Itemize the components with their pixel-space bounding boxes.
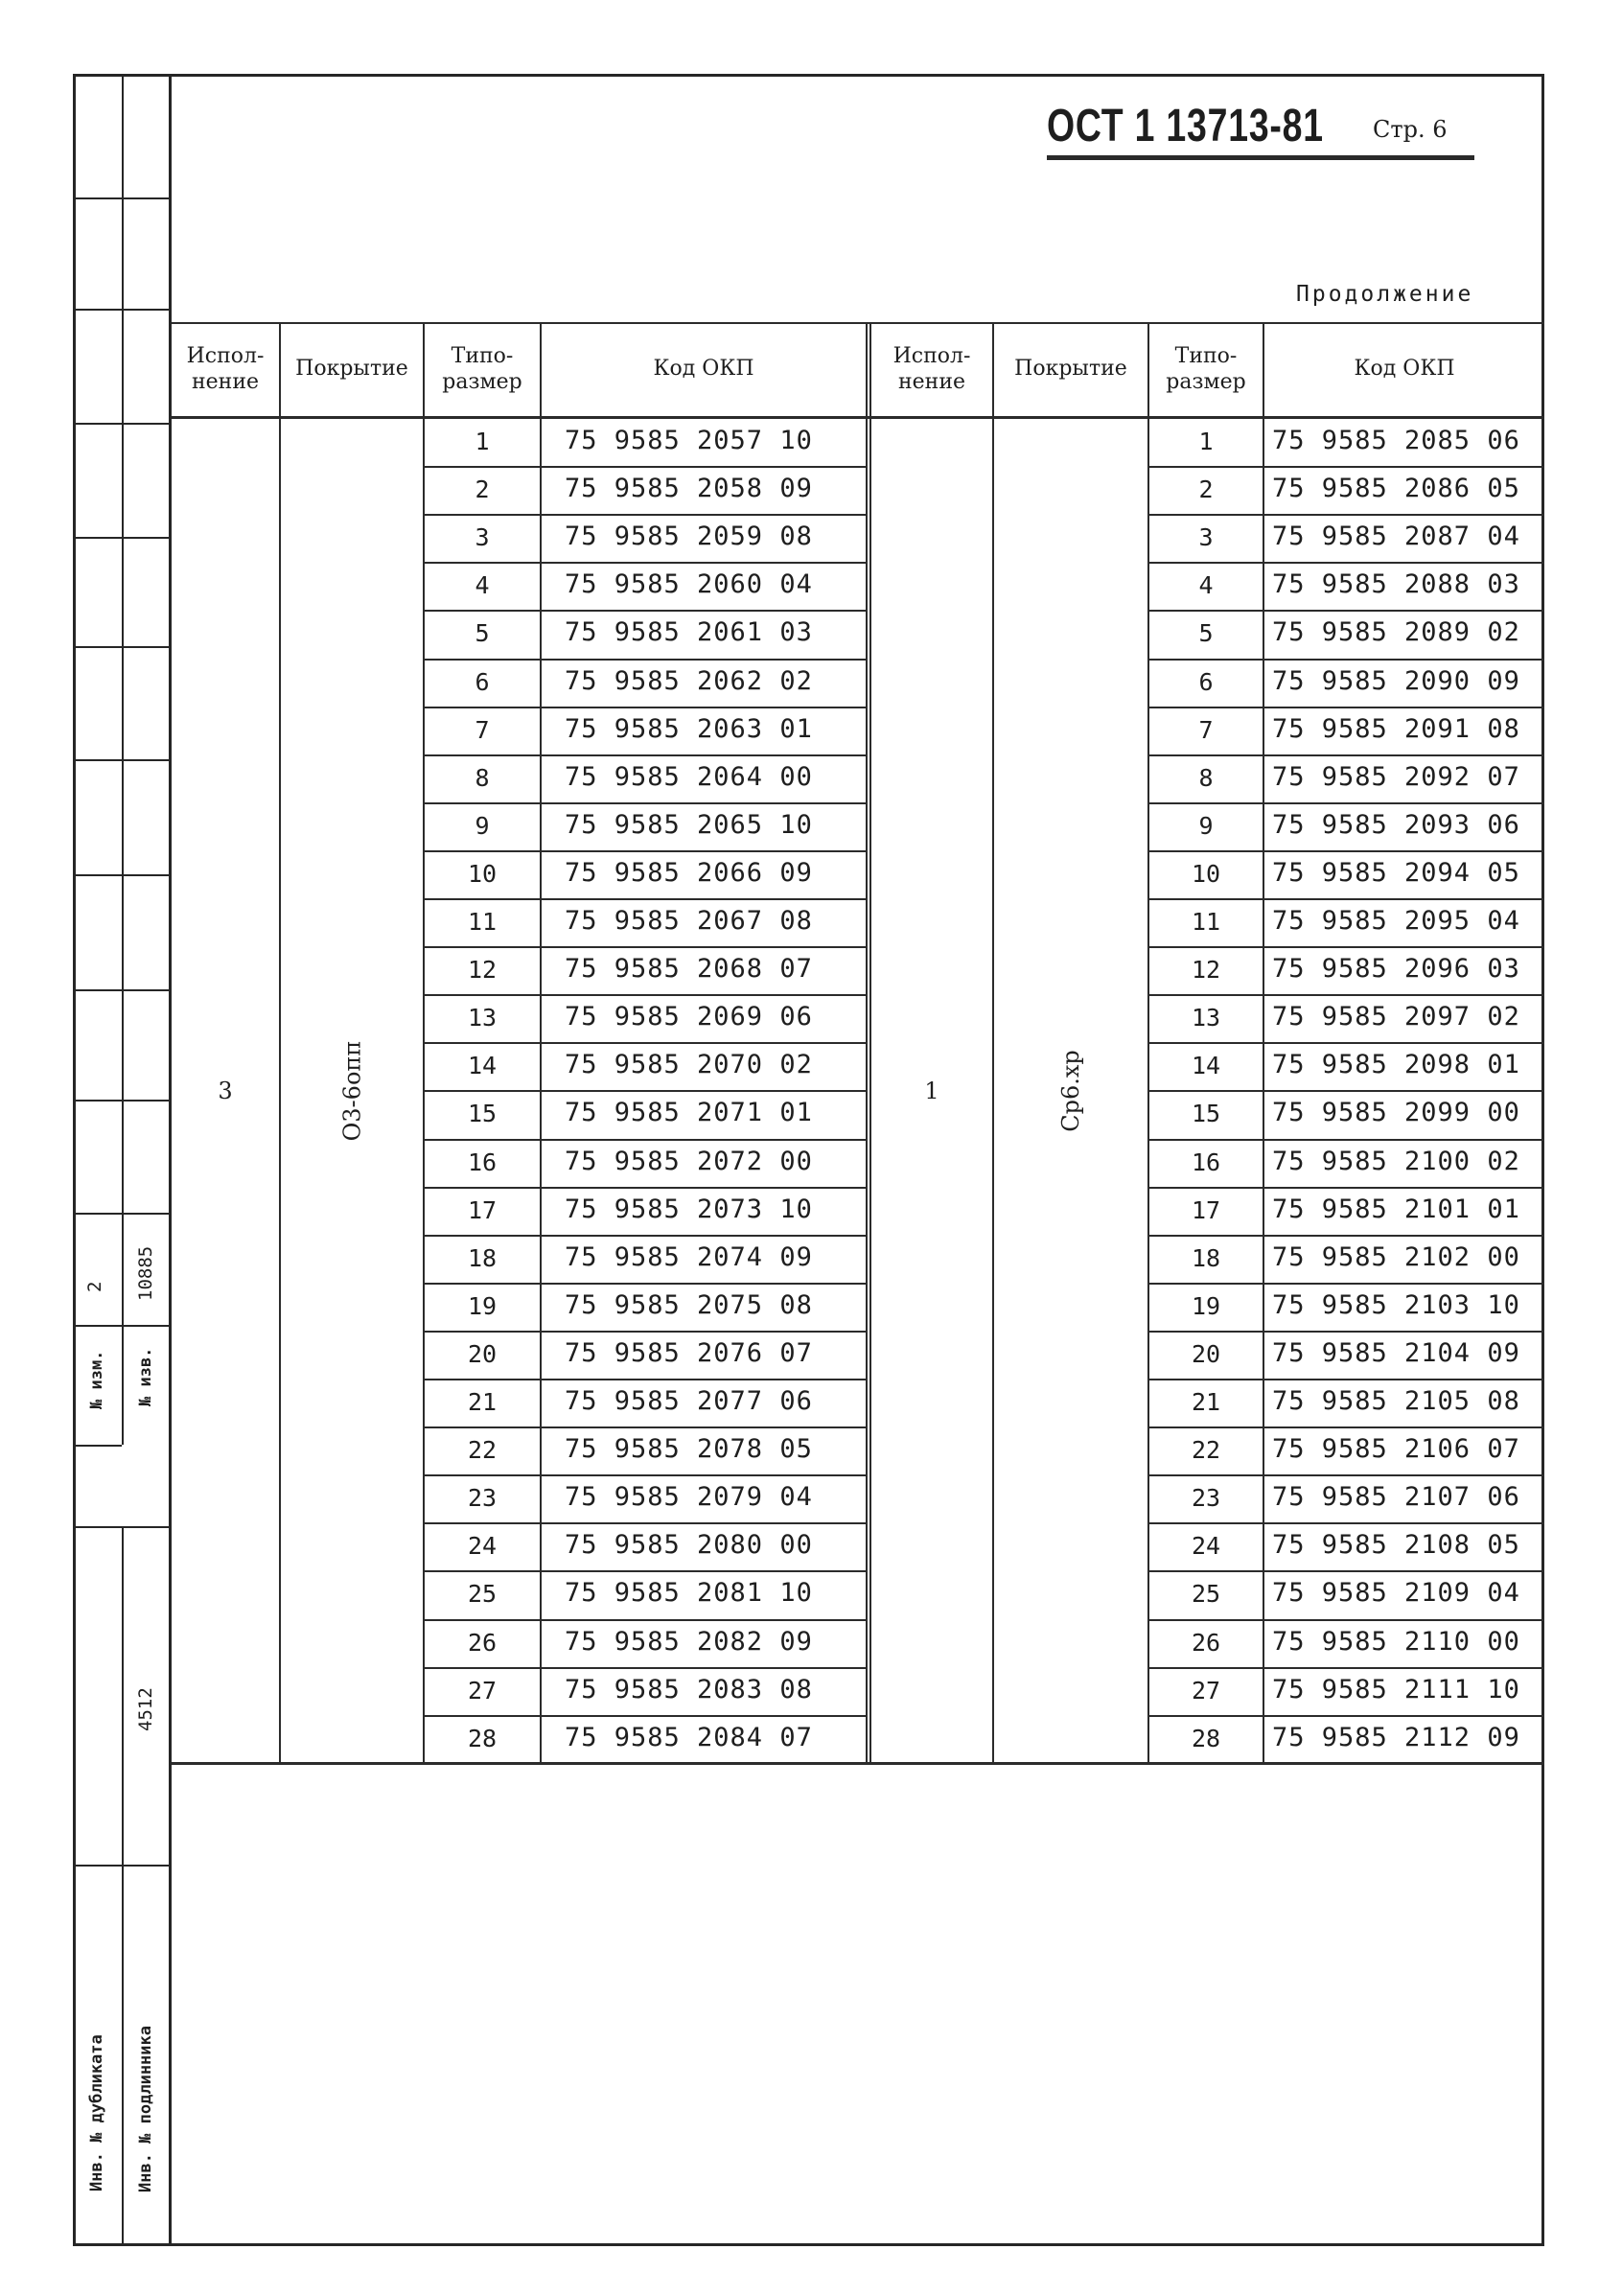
left-size-cell: 9 (475, 811, 490, 840)
left-size-cell: 28 (467, 1724, 498, 1752)
left-okp-code-cell: 75 9585 2062 02 (565, 665, 813, 696)
header-ispolnenie-right: Испол- нение (892, 343, 971, 394)
right-okp-code-cell: 75 9585 2093 06 (1272, 809, 1520, 840)
right-okp-code-cell: 75 9585 2089 02 (1272, 617, 1520, 648)
left-okp-code-cell: 75 9585 2083 08 (565, 1674, 813, 1705)
left-okp-code-cell: 75 9585 2077 06 (565, 1386, 813, 1416)
left-size-cell: 15 (467, 1100, 498, 1128)
row-divider (425, 1619, 866, 1621)
sidebar-tick (73, 309, 169, 311)
right-size-cell: 21 (1191, 1388, 1221, 1416)
header-pokrytie-left: Покрытие (295, 357, 408, 382)
left-size-cell: 13 (467, 1004, 498, 1032)
row-divider (1149, 1042, 1544, 1044)
left-okp-code-cell: 75 9585 2079 04 (565, 1482, 813, 1513)
row-divider (425, 562, 866, 564)
right-size-cell: 28 (1191, 1724, 1221, 1752)
right-okp-code-cell: 75 9585 2091 08 (1272, 713, 1520, 744)
sidebar-tick (73, 1445, 122, 1447)
table-top-border (172, 322, 1544, 324)
left-size-cell: 25 (467, 1580, 498, 1609)
left-okp-code-cell: 75 9585 2081 10 (565, 1578, 813, 1609)
row-divider (1149, 1426, 1544, 1428)
row-divider (425, 1187, 866, 1189)
left-okp-code-cell: 75 9585 2078 05 (565, 1434, 813, 1465)
row-divider (425, 1715, 866, 1717)
table-bottom-border (172, 1762, 1544, 1765)
right-okp-code-cell: 75 9585 2105 08 (1272, 1386, 1520, 1416)
row-divider (1149, 1331, 1544, 1333)
row-divider (425, 1426, 866, 1428)
left-size-cell: 5 (475, 619, 490, 648)
header-ispolnenie-left: Испол- нение (186, 343, 265, 394)
sidebar-tick (122, 197, 169, 199)
right-okp-code-cell: 75 9585 2086 05 (1272, 474, 1520, 504)
right-okp-code-cell: 75 9585 2107 06 (1272, 1482, 1520, 1513)
left-okp-code-cell: 75 9585 2064 00 (565, 761, 813, 792)
left-okp-code-cell: 75 9585 2061 03 (565, 617, 813, 648)
row-divider (1149, 514, 1544, 516)
row-divider (425, 946, 866, 948)
left-okp-code-cell: 75 9585 2060 04 (565, 569, 813, 600)
right-okp-code-cell: 75 9585 2110 00 (1272, 1626, 1520, 1657)
group-right-pokrytie (994, 418, 1147, 1763)
right-okp-code-cell: 75 9585 2085 06 (1272, 426, 1520, 455)
left-okp-code-cell: 75 9585 2059 08 (565, 522, 813, 552)
left-okp-code-cell: 75 9585 2063 01 (565, 713, 813, 744)
left-okp-code-cell: 75 9585 2082 09 (565, 1626, 813, 1657)
left-size-cell: 17 (467, 1195, 498, 1224)
right-okp-code-cell: 75 9585 2090 09 (1272, 665, 1520, 696)
right-okp-code-cell: 75 9585 2087 04 (1272, 522, 1520, 552)
row-divider (1149, 659, 1544, 661)
row-divider (1149, 466, 1544, 468)
right-size-cell: 19 (1191, 1291, 1221, 1320)
left-size-cell: 20 (467, 1339, 498, 1368)
right-size-cell: 6 (1198, 667, 1214, 696)
row-divider (425, 850, 866, 852)
original-inv-label: Инв. № подлинника (136, 2026, 155, 2192)
left-okp-code-cell: 75 9585 2076 07 (565, 1337, 813, 1368)
row-divider (425, 1522, 866, 1524)
right-okp-code-cell: 75 9585 2103 10 (1272, 1289, 1520, 1320)
right-size-cell: 23 (1191, 1484, 1221, 1513)
right-okp-code-cell: 75 9585 2099 00 (1272, 1098, 1520, 1128)
row-divider (425, 754, 866, 756)
left-size-cell: 19 (467, 1291, 498, 1320)
row-divider (425, 1283, 866, 1285)
left-size-cell: 6 (475, 667, 490, 696)
header-underline (1047, 155, 1474, 160)
right-okp-code-cell: 75 9585 2088 03 (1272, 569, 1520, 600)
row-divider (1149, 1522, 1544, 1524)
group-right-pokrytie-text: Ср6.хр (1057, 1049, 1084, 1132)
left-okp-code-cell: 75 9585 2070 02 (565, 1050, 813, 1080)
right-size-cell: 4 (1198, 571, 1214, 600)
row-divider (1149, 707, 1544, 708)
header-tiporazmer-right: Типо- размер (1166, 343, 1246, 394)
row-divider (425, 707, 866, 708)
group-left-ispolnenie: 3 (218, 1077, 233, 1104)
right-okp-code-cell: 75 9585 2094 05 (1272, 857, 1520, 888)
left-okp-code-cell: 75 9585 2066 09 (565, 857, 813, 888)
sidebar (73, 74, 169, 2246)
document-code: ОСТ 1 13713-81 (1047, 101, 1324, 151)
page-number: Стр. 6 (1373, 116, 1448, 143)
row-divider (1149, 610, 1544, 612)
sidebar-tick (73, 423, 169, 425)
left-okp-code-cell: 75 9585 2080 00 (565, 1530, 813, 1561)
right-size-cell: 15 (1191, 1100, 1221, 1128)
right-size-cell: 1 (1198, 428, 1214, 455)
left-size-cell: 27 (467, 1676, 498, 1705)
change-no-value: 2 (84, 1281, 105, 1292)
column-divider (992, 322, 994, 1763)
left-okp-code-cell: 75 9585 2074 09 (565, 1241, 813, 1272)
row-divider (1149, 1667, 1544, 1669)
left-size-cell: 11 (467, 908, 498, 936)
row-divider (1149, 1139, 1544, 1141)
row-divider (425, 1139, 866, 1141)
sidebar-divider (122, 1526, 124, 2246)
left-okp-code-cell: 75 9585 2084 07 (565, 1722, 813, 1752)
right-okp-code-cell: 75 9585 2095 04 (1272, 906, 1520, 936)
left-size-cell: 21 (467, 1388, 498, 1416)
left-size-cell: 7 (475, 715, 490, 744)
row-divider (1149, 946, 1544, 948)
document-header (1047, 100, 1448, 152)
row-divider (1149, 1187, 1544, 1189)
left-size-cell: 23 (467, 1484, 498, 1513)
right-size-cell: 26 (1191, 1628, 1221, 1657)
duplicate-inv-label: Инв. № дубликата (87, 2034, 106, 2192)
row-divider (425, 1474, 866, 1476)
left-okp-code-cell: 75 9585 2068 07 (565, 954, 813, 985)
left-size-cell: 1 (475, 428, 490, 455)
column-divider (869, 322, 871, 1763)
right-okp-code-cell: 75 9585 2101 01 (1272, 1194, 1520, 1224)
left-okp-code-cell: 75 9585 2057 10 (565, 426, 813, 455)
header-pokrytie-right: Покрытие (1014, 357, 1127, 382)
column-divider (279, 322, 281, 1763)
right-size-cell: 20 (1191, 1339, 1221, 1368)
right-okp-code-cell: 75 9585 2092 07 (1272, 761, 1520, 792)
row-divider (1149, 562, 1544, 564)
right-size-cell: 18 (1191, 1243, 1221, 1272)
row-divider (425, 1235, 866, 1237)
row-divider (1149, 802, 1544, 804)
right-size-cell: 13 (1191, 1004, 1221, 1032)
right-size-cell: 14 (1191, 1052, 1221, 1080)
left-size-cell: 16 (467, 1148, 498, 1176)
right-size-cell: 12 (1191, 956, 1221, 985)
right-okp-code-cell: 75 9585 2108 05 (1272, 1530, 1520, 1561)
row-divider (425, 1042, 866, 1044)
left-size-cell: 8 (475, 763, 490, 792)
notice-no-value: 10885 (135, 1245, 156, 1301)
row-divider (1149, 1090, 1544, 1092)
sidebar-tick (73, 1213, 169, 1215)
sidebar-tick (73, 759, 169, 761)
right-okp-code-cell: 75 9585 2109 04 (1272, 1578, 1520, 1609)
row-divider (1149, 994, 1544, 996)
original-inv-value: 4512 (135, 1687, 156, 1731)
left-size-cell: 24 (467, 1532, 498, 1561)
right-size-cell: 3 (1198, 523, 1214, 552)
sidebar-tick (73, 646, 169, 648)
right-size-cell: 5 (1198, 619, 1214, 648)
sidebar-tick (73, 874, 169, 876)
sidebar-tick (73, 1526, 169, 1528)
left-size-cell: 4 (475, 571, 490, 600)
sidebar-tick (73, 1865, 169, 1867)
left-size-cell: 3 (475, 523, 490, 552)
row-divider (1149, 1283, 1544, 1285)
row-divider (1149, 898, 1544, 900)
row-divider (1149, 1235, 1544, 1237)
row-divider (425, 802, 866, 804)
row-divider (425, 1090, 866, 1092)
left-okp-code-cell: 75 9585 2069 06 (565, 1002, 813, 1032)
right-okp-code-cell: 75 9585 2104 09 (1272, 1337, 1520, 1368)
row-divider (425, 1570, 866, 1572)
column-divider (866, 322, 868, 1763)
row-divider (425, 659, 866, 661)
row-divider (1149, 754, 1544, 756)
right-okp-code-cell: 75 9585 2111 10 (1272, 1674, 1520, 1705)
left-okp-code-cell: 75 9585 2067 08 (565, 906, 813, 936)
left-okp-code-cell: 75 9585 2075 08 (565, 1289, 813, 1320)
row-divider (1149, 1619, 1544, 1621)
row-divider (425, 1667, 866, 1669)
row-divider (425, 514, 866, 516)
right-size-cell: 11 (1191, 908, 1221, 936)
right-size-cell: 16 (1191, 1148, 1221, 1176)
group-right-ispolnenie: 1 (924, 1077, 939, 1104)
right-size-cell: 7 (1198, 715, 1214, 744)
header-kod-right: Код ОКП (1354, 357, 1455, 382)
right-size-cell: 10 (1191, 859, 1221, 888)
sidebar-tick (73, 197, 122, 199)
sidebar-tick (73, 1100, 169, 1102)
right-size-cell: 22 (1191, 1436, 1221, 1465)
left-okp-code-cell: 75 9585 2058 09 (565, 474, 813, 504)
continuation-label: Продолжение (1296, 282, 1474, 307)
row-divider (1149, 1570, 1544, 1572)
row-divider (1149, 1379, 1544, 1380)
row-divider (425, 466, 866, 468)
row-divider (1149, 850, 1544, 852)
right-size-cell: 9 (1198, 811, 1214, 840)
right-size-cell: 27 (1191, 1676, 1221, 1705)
header-kod-left: Код ОКП (653, 357, 754, 382)
left-okp-code-cell: 75 9585 2073 10 (565, 1194, 813, 1224)
row-divider (1149, 1715, 1544, 1717)
right-size-cell: 25 (1191, 1580, 1221, 1609)
table-header-bottom (172, 416, 1544, 419)
left-size-cell: 12 (467, 956, 498, 985)
row-divider (1149, 1474, 1544, 1476)
sidebar-tick (73, 989, 169, 991)
left-size-cell: 2 (475, 475, 490, 504)
group-left-pokrytie (281, 418, 423, 1763)
change-no-label: № изм. (87, 1350, 106, 1409)
right-okp-code-cell: 75 9585 2106 07 (1272, 1434, 1520, 1465)
right-okp-code-cell: 75 9585 2102 00 (1272, 1241, 1520, 1272)
row-divider (425, 898, 866, 900)
left-size-cell: 18 (467, 1243, 498, 1272)
left-okp-code-cell: 75 9585 2071 01 (565, 1098, 813, 1128)
left-size-cell: 14 (467, 1052, 498, 1080)
notice-no-label: № изв. (136, 1347, 155, 1406)
left-size-cell: 22 (467, 1436, 498, 1465)
right-okp-code-cell: 75 9585 2096 03 (1272, 954, 1520, 985)
okp-code-table (172, 322, 1544, 1763)
row-divider (425, 994, 866, 996)
group-left-pokrytie-text: О3-6опп (337, 1040, 365, 1141)
left-okp-code-cell: 75 9585 2072 00 (565, 1146, 813, 1176)
right-size-cell: 17 (1191, 1195, 1221, 1224)
right-okp-code-cell: 75 9585 2097 02 (1272, 1002, 1520, 1032)
right-okp-code-cell: 75 9585 2112 09 (1272, 1722, 1520, 1752)
row-divider (425, 610, 866, 612)
header-tiporazmer-left: Типо- размер (442, 343, 522, 394)
right-okp-code-cell: 75 9585 2098 01 (1272, 1050, 1520, 1080)
right-size-cell: 8 (1198, 763, 1214, 792)
sidebar-tick (73, 537, 169, 539)
right-okp-code-cell: 75 9585 2100 02 (1272, 1146, 1520, 1176)
row-divider (425, 1331, 866, 1333)
row-divider (425, 1379, 866, 1380)
right-size-cell: 24 (1191, 1532, 1221, 1561)
left-size-cell: 26 (467, 1628, 498, 1657)
left-okp-code-cell: 75 9585 2065 10 (565, 809, 813, 840)
left-size-cell: 10 (467, 859, 498, 888)
right-size-cell: 2 (1198, 475, 1214, 504)
